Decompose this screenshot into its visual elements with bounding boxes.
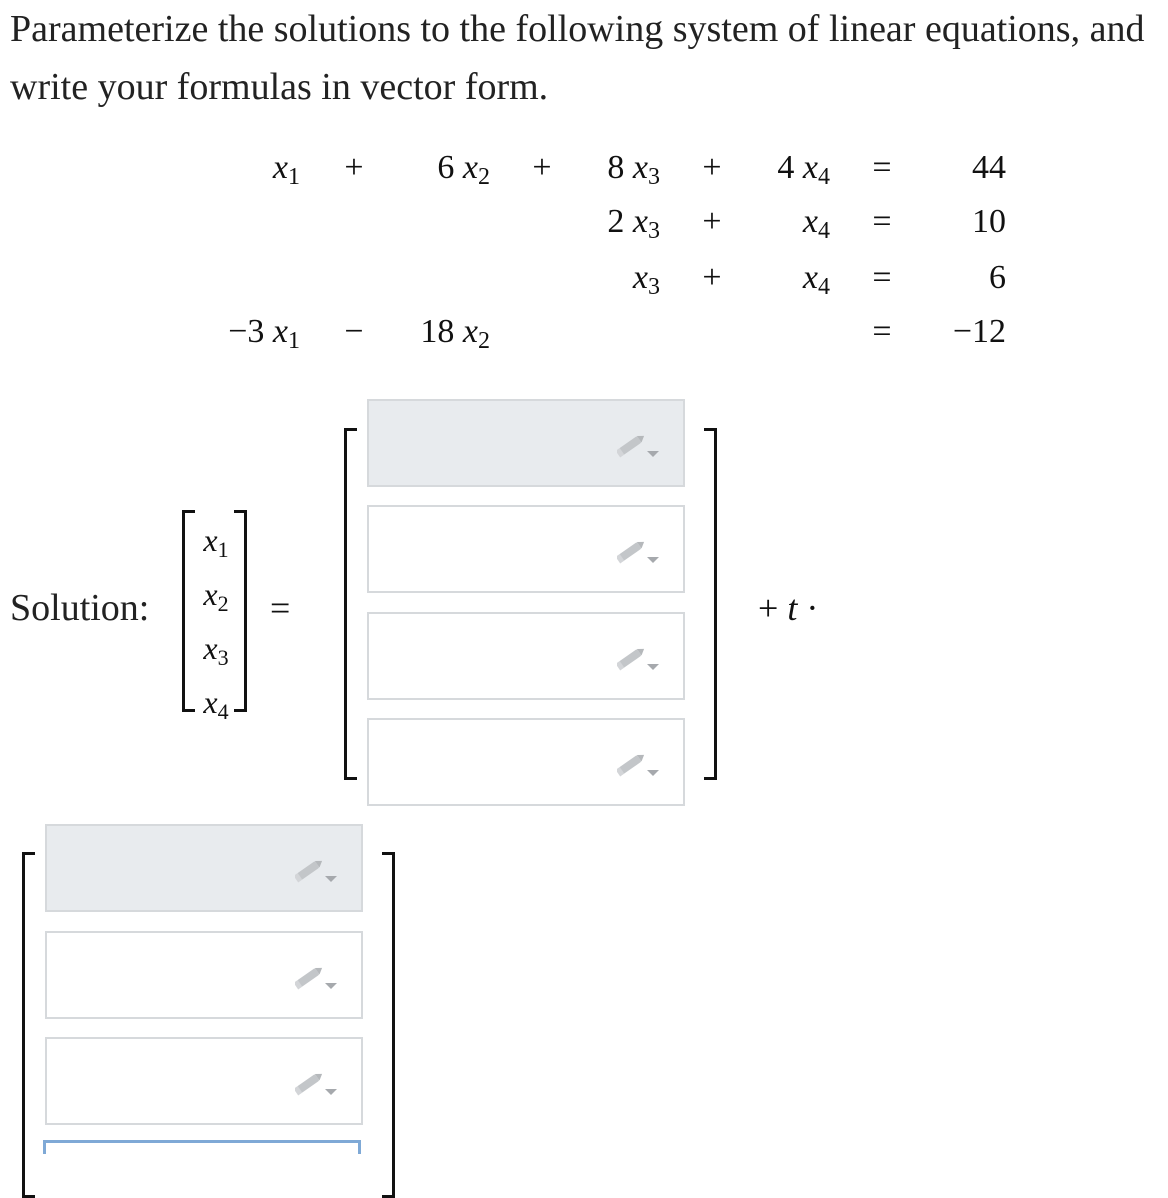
pencil-dropdown-icon[interactable] xyxy=(295,854,339,886)
direction-entry-3[interactable] xyxy=(45,1037,363,1125)
vector-entry-x3: $x_3$ xyxy=(203,630,229,670)
particular-entry-1[interactable] xyxy=(367,399,685,487)
particular-vector-left-bracket xyxy=(344,428,357,780)
row0-rhs: 44 xyxy=(972,149,1006,186)
particular-entry-4[interactable] xyxy=(367,718,685,806)
row3-op1: − xyxy=(344,313,364,350)
direction-vector-left-bracket xyxy=(22,852,35,1198)
pencil-dropdown-icon[interactable] xyxy=(295,1067,339,1099)
row0-term-x2: 6 $x_2$ xyxy=(437,149,490,190)
pencil-dropdown-icon[interactable] xyxy=(617,535,661,567)
row1-term-x3: 2 $x_3$ xyxy=(607,203,660,244)
row1-rhs: 10 xyxy=(972,203,1006,240)
row3-equals: = xyxy=(872,313,892,350)
pencil-dropdown-icon[interactable] xyxy=(617,642,661,674)
solution-equals: = xyxy=(270,588,291,628)
pencil-dropdown-icon[interactable] xyxy=(295,961,339,993)
row3-term-x2: 18 $x_2$ xyxy=(420,313,490,354)
plus-t-parameter xyxy=(758,588,818,628)
multiply-dot: · xyxy=(806,588,819,628)
row3-rhs: −12 xyxy=(952,313,1006,350)
row2-op3: + xyxy=(702,259,722,296)
plus-sign: + xyxy=(758,588,779,628)
direction-entry-4[interactable] xyxy=(43,1140,361,1154)
row0-op1: + xyxy=(344,149,364,186)
row3-term-x1: −3 $x_1$ xyxy=(228,313,300,354)
vector-entry-x4: $x_4$ xyxy=(203,684,229,724)
row0-equals: = xyxy=(872,149,892,186)
row2-rhs: 6 xyxy=(989,259,1006,296)
problem-prompt: Parameterize the solutions to the following system of linear equations, and write your formulas in vector form. xyxy=(10,8,1145,108)
direction-entry-2[interactable] xyxy=(45,931,363,1019)
row0-op3: + xyxy=(702,149,722,186)
row1-op3: + xyxy=(702,203,722,240)
solution-label: Solution: xyxy=(10,587,150,629)
row1-term-x4: $x_4$ xyxy=(802,203,830,244)
pencil-dropdown-icon[interactable] xyxy=(617,748,661,780)
row0-op2: + xyxy=(532,149,552,186)
row2-term-x3: $x_3$ xyxy=(632,259,660,300)
particular-entry-3[interactable] xyxy=(367,612,685,700)
row0-term-x3: 8 $x_3$ xyxy=(607,149,660,190)
direction-vector-right-bracket xyxy=(382,852,395,1198)
row2-equals: = xyxy=(872,259,892,296)
direction-entry-1[interactable] xyxy=(45,824,363,912)
particular-entry-2[interactable] xyxy=(367,505,685,593)
row0-term-x4: 4 $x_4$ xyxy=(777,149,830,190)
vector-entry-x1: $x_1$ xyxy=(203,522,229,562)
row2-term-x4: $x_4$ xyxy=(802,259,830,300)
vector-entry-x2: $x_2$ xyxy=(203,576,229,616)
parameter-t: t xyxy=(787,588,798,628)
particular-vector-right-bracket xyxy=(704,428,717,780)
row1-equals: = xyxy=(872,203,892,240)
pencil-dropdown-icon[interactable] xyxy=(617,429,661,461)
row0-term-x1: $x_1$ xyxy=(272,149,300,190)
